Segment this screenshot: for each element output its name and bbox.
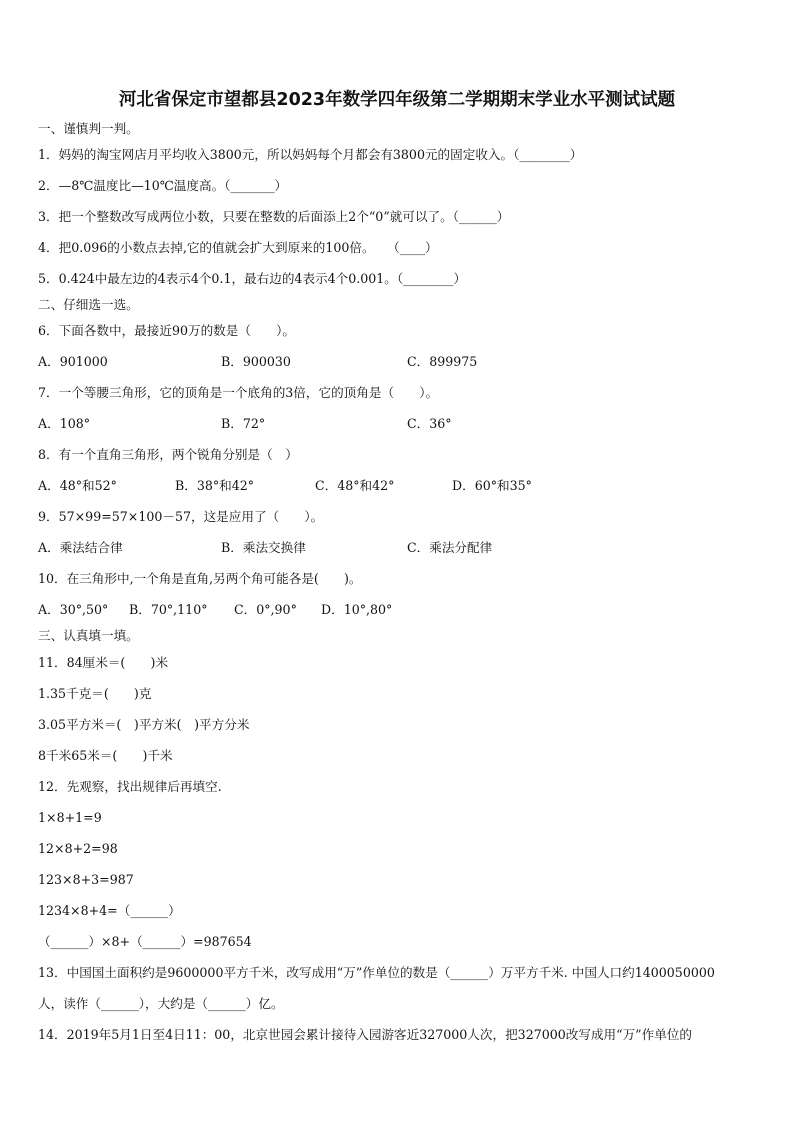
question-8: 8．有一个直角三角形，两个锐角分别是（ ） [38,447,298,462]
option-a: A．901000 [38,354,108,369]
option-d: D．60°和35° [452,478,532,493]
question-8-options [38,477,738,495]
option-b: B．乘法交换律 [221,540,306,555]
option-c: C．48°和42° [315,478,395,493]
question-10: 10．在三角形中,一个角是直角,另两个角可能各是( )。 [38,571,362,586]
option-a: A．48°和52° [38,478,117,493]
option-a: A．乘法结合律 [38,540,123,555]
question-12-line-3: 123×8+3=987 [38,872,134,887]
section-2-heading: 二、仔细选一选。 [38,297,139,312]
question-7: 7．一个等腰三角形，它的顶角是一个底角的3倍，它的顶角是（ ）。 [38,385,439,400]
question-13-line-1: 13．中国国土面积约是9600000平方千米，改写成用“万”作单位的数是（______）万平方千米. 中国人口约1400050000 [38,965,715,980]
question-11-line-3: 3.05平方米＝( )平方米( )平方分米 [38,717,250,732]
option-d: D．10°,80° [321,602,393,617]
question-12-line-5: （______）×8+（______）=987654 [38,934,252,949]
option-c: C．0°,90° [234,602,297,617]
question-13-line-2: 人，读作（______），大约是（______）亿。 [38,996,284,1011]
section-1-heading: 一、谨慎判一判。 [38,121,139,136]
question-6-options [38,353,738,371]
question-4: 4．把0.096的小数点去掉,它的值就会扩大到原来的100倍。 （____） [38,240,438,255]
option-a: A．108° [38,416,91,431]
question-12-line-1: 1×8+1=9 [38,810,102,825]
question-6: 6．下面各数中，最接近90万的数是（ ）。 [38,323,296,338]
question-11-line-4: 8千米65米＝( )千米 [38,748,173,763]
page-title: 河北省保定市望都县2023年数学四年级第二学期期末学业水平测试试题 [118,90,676,110]
question-7-options [38,415,738,433]
section-3-heading: 三、认真填一填。 [38,628,139,643]
option-b: B．900030 [221,354,291,369]
question-12-line-4: 1234×8+4=（______） [38,903,181,918]
question-10-options [38,601,738,619]
question-5: 5．0.424中最左边的4表示4个0.1，最右边的4表示4个0.001。（________） [38,271,467,286]
question-11-line-1: 11．84厘米＝( )米 [38,655,169,670]
option-b: B．72° [221,416,266,431]
option-b: B．70°,110° [129,602,208,617]
question-9: 9．57×99=57×100－57，这是应用了（ ）。 [38,509,324,524]
option-c: C．899975 [407,354,478,369]
option-a: A．30°,50° [38,602,109,617]
question-14: 14．2019年5月1日至4日11：00，北京世园会累计接待入园游客近327000人次，把327000改写成用“万”作单位的 [38,1027,692,1042]
option-c: C．乘法分配律 [407,540,493,555]
question-3: 3．把一个整数改写成两位小数，只要在整数的后面添上2个“0”就可以了。（______） [38,209,510,224]
option-b: B．38°和42° [175,478,255,493]
question-11-line-2: 1.35千克＝( )克 [38,686,152,701]
question-2: 2．—8℃温度比—10℃温度高。（_______） [38,178,288,193]
question-12-line-2: 12×8+2=98 [38,841,118,856]
question-12-stem: 12．先观察，找出规律后再填空. [38,779,222,794]
question-9-options [38,539,738,557]
question-1: 1．妈妈的淘宝网店月平均收入3800元，所以妈妈每个月都会有3800元的固定收入。（________） [38,147,583,162]
option-c: C．36° [407,416,452,431]
